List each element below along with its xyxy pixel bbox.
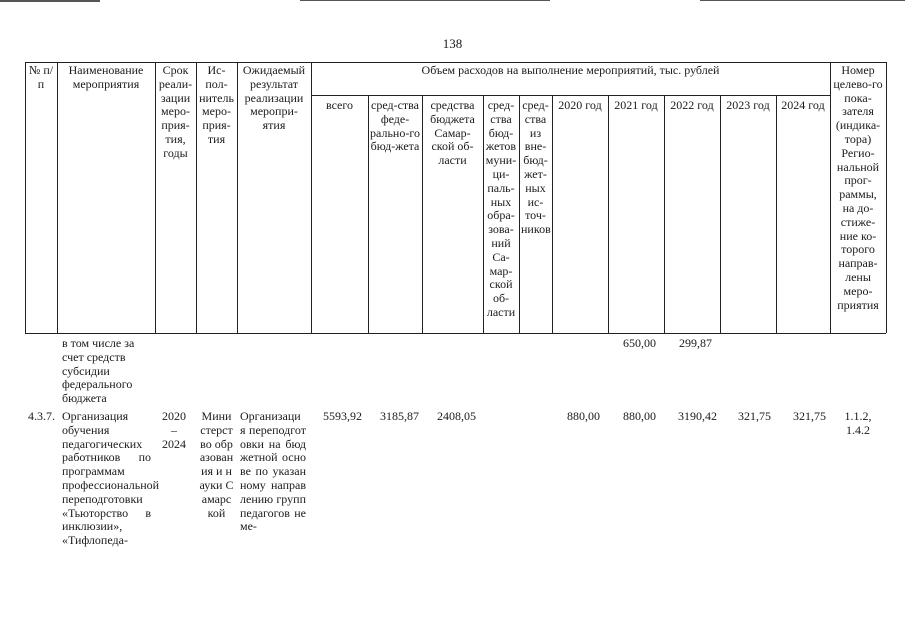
row-4-3-7-name: Организация обучения педагогических работников по программам профессиональной переподготовки «Тьюторство в инклюзии», «Тифлопеда- (62, 409, 160, 548)
scan-edge-line (0, 0, 100, 2)
header-offbudget: сред-ства из вне-бюд-жет-ных ис-точ-ников (521, 98, 551, 237)
scan-edge-line (300, 0, 550, 1)
header-result: Ожидаемый результат реализации меропри-ятия (242, 63, 306, 133)
header-federal: сред-ства феде-рально-го бюд-жета (370, 98, 420, 154)
header-year-2020: 2020 год (558, 98, 602, 112)
header-total: всего (325, 98, 354, 112)
row-4-3-7-num: 4.3.7. (28, 409, 55, 423)
header-year-2021: 2021 год (614, 98, 658, 112)
row-4-3-7-result: Организация переподготовки на бюджетной основе по указанному направлению групп педагогов не ме- (240, 409, 306, 534)
row-subsidy-2021: 650,00 (623, 336, 656, 350)
row-subsidy-2022: 299,87 (679, 336, 712, 350)
scan-edge-line (700, 0, 905, 1)
row-4-3-7-term: 2020 – 2024 (162, 409, 186, 451)
row-4-3-7-2020: 880,00 (567, 409, 600, 423)
header-municipal: сред-ства бюд-жетов муни-ци-паль-ных обра-зова-ний Са-мар-ской об-ласти (485, 98, 517, 319)
header-year-2023: 2023 год (726, 98, 770, 112)
header-volume: Объем расходов на выполнение мероприятий, тыс. рублей (421, 63, 720, 77)
header-num: № п/п (28, 63, 54, 91)
header-year-2022: 2022 год (670, 98, 714, 112)
row-4-3-7-executor: Министерство образования и науки Самарской (199, 409, 234, 520)
row-4-3-7-federal: 3185,87 (380, 409, 419, 423)
header-year-2024: 2024 год (781, 98, 825, 112)
row-4-3-7-2024: 321,75 (793, 409, 826, 423)
page-number: 138 (442, 36, 463, 51)
header-executor: Ис-пол-нитель меро-прия-тия (199, 63, 234, 146)
row-4-3-7-regional: 2408,05 (437, 409, 476, 423)
row-4-3-7-total: 5593,92 (323, 409, 362, 423)
header-name: Наименование мероприятия (68, 63, 144, 91)
row-4-3-7-2021: 880,00 (623, 409, 656, 423)
row-subsidy-name: в том числе за счет средств субсидии федерального бюджета (62, 336, 135, 406)
header-term: Срок реали-зации меро-прия-тия, годы (158, 63, 193, 160)
header-indicator: Номер целево-го пока-зателя (индика-тора) Регио-нальной прог-раммы, на до-стиже-ние ко-торого направ-лены меро-приятия (833, 63, 883, 312)
row-4-3-7-2023: 321,75 (738, 409, 771, 423)
header-regional: средства бюджета Самар-ской об-ласти (430, 98, 475, 168)
row-4-3-7-indicator: 1.1.2, 1.4.2 (844, 409, 872, 437)
row-4-3-7-2022: 3190,42 (678, 409, 717, 423)
